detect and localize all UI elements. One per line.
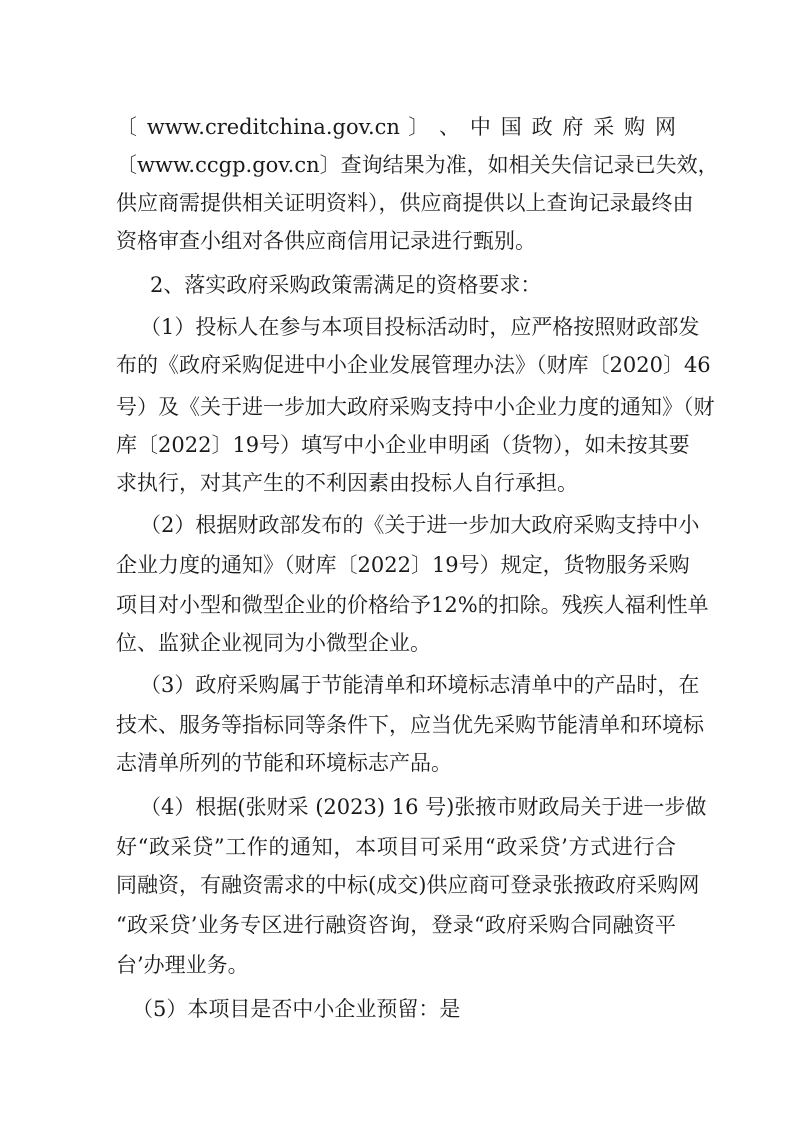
item-2-line-3: 项目对小型和微型企业的价格给予12%的扣除。残疾人福利性单 [116,593,709,617]
item-3-line-1: （3）政府采购属于节能清单和环境标志清单中的产品时，在 [140,673,700,697]
text-line-2: 〔www.ccgp.gov.cn〕查询结果为准，如相关失信记录已失效， [116,153,719,177]
item-1-line-2: 布的《政府采购促进中小企业发展管理办法》（财库〔2020〕46 [116,353,711,377]
item-1-line-4: 库〔2022〕19号）填写中小企业申明函（货物），如未按其要 [116,433,690,457]
item-4-line-1: （4）根据(张财采 (2023) 16 号)张掖市财政局关于进一步做 [140,795,707,819]
item-4-line-5: 台’办理业务。 [116,953,249,977]
item-2-line-1: （2）根据财政部发布的《关于进一步加大政府采购支持中小 [140,513,700,537]
text-line-3: 供应商需提供相关证明资料），供应商提供以上查询记录最终由 [116,191,694,215]
item-4-line-2: 好“政采贷”工作的通知，本项目可采用“政采贷’方式进行合 [116,835,676,859]
item-1-line-5: 求执行，对其产生的不利因素由投标人自行承担。 [116,471,578,495]
item-1-line-1: （1）投标人在参与本项目投标活动时，应严格按照财政部发 [140,315,700,339]
item-3-line-3: 志清单所列的节能和环境标志产品。 [116,751,452,775]
item-4-line-3: 同融资，有融资需求的中标(成交)供应商可登录张掖政府采购网 [116,873,700,897]
item-2-line-2: 企业力度的通知》（财库〔2022〕19号）规定，货物服务采购 [116,553,690,577]
text-line-4: 资格审查小组对各供应商信用记录进行甄别。 [116,229,536,253]
item-4-line-4: “政采贷’业务专区进行融资咨询，登录“政府采购合同融资平 [116,913,676,937]
item-5-line-1: （5）本项目是否中小企业预留：是 [132,997,461,1021]
item-3-line-2: 技术、服务等指标同等条件下，应当优先采购节能清单和环境标 [116,713,704,737]
item-1-line-3: 号）及《关于进一步加大政府采购支持中小企业力度的通知》（财 [116,395,715,419]
item-2-line-4: 位、监狱企业视同为小微型企业。 [116,631,431,655]
section-heading: 2、落实政府采购政策需满足的资格要求： [150,273,542,297]
text-line-1: 〔 www.creditchina.gov.cn 〕 、 中 国 政 府 采 购 网 [116,115,676,139]
